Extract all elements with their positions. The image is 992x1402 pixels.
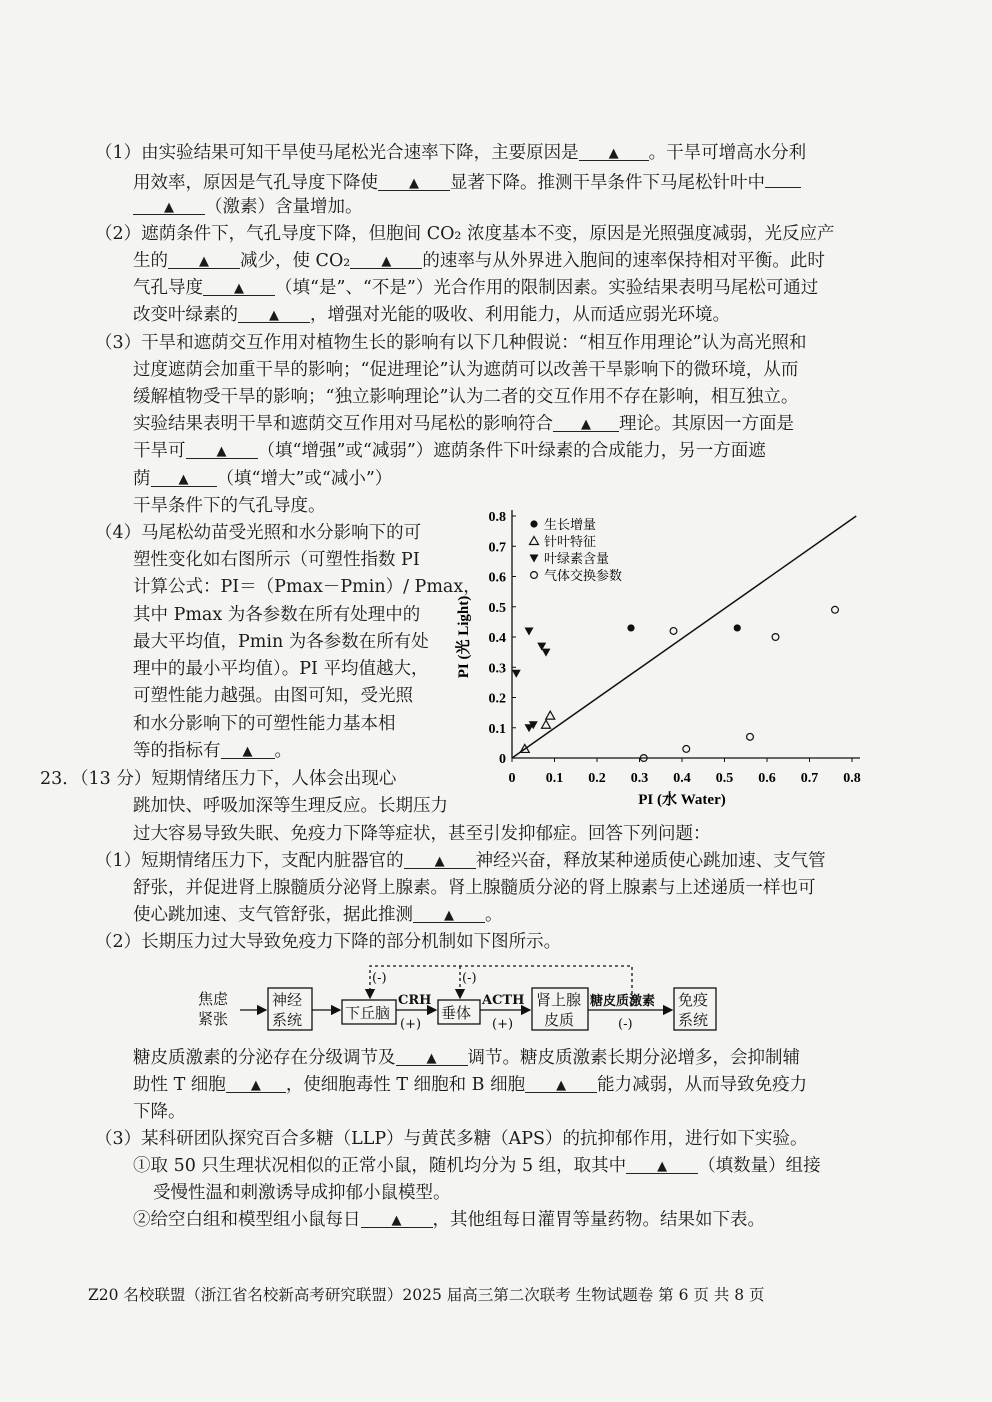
- q4-line8: 和水分影响下的可塑性能力基本相: [133, 714, 396, 734]
- q4-line9: [133, 738, 292, 764]
- feedback-minus-1: (-): [372, 971, 387, 986]
- text: 。干旱可增高水分利: [648, 143, 807, 163]
- q4-line3: 计算公式：PI＝（Pmax－Pmin）/ Pmax，: [133, 577, 481, 597]
- nerve-box-line2: 系统: [272, 1011, 303, 1029]
- text: 减少，使 CO₂: [240, 251, 351, 271]
- q23-p3-line3: 受慢性温和刺激诱导成抑郁小鼠模型。: [153, 1183, 451, 1203]
- q3-line7: 干旱条件下的气孔导度。: [133, 496, 326, 516]
- stress-immunity-diagram: [196, 958, 736, 1038]
- legend-marker: [530, 520, 537, 527]
- text: 。: [274, 741, 292, 761]
- q23-line1: 23．（13 分）短期情绪压力下，人体会出现心: [40, 769, 397, 789]
- answer-blank[interactable]: ▲: [350, 248, 422, 269]
- data-point: [542, 649, 551, 657]
- stimulus-line1: 焦虑: [198, 990, 229, 1008]
- y-tick-label: 0: [499, 752, 506, 767]
- q23-p2-line3: [133, 1072, 807, 1098]
- x-tick-label: 0.5: [715, 771, 734, 786]
- answer-blank[interactable]: ▲: [626, 1153, 698, 1174]
- x-tick-label: 0.7: [800, 771, 819, 786]
- text: 助性 T 细胞: [133, 1075, 226, 1095]
- y-axis-label: PI (光 Light): [456, 595, 472, 679]
- y-tick-label: 0.3: [488, 661, 506, 677]
- text: （1）短期情绪压力下，支配内脏器官的: [95, 851, 404, 871]
- text: 用效率，原因是气孔导度下降使: [133, 173, 378, 193]
- q4-line4: 其中 Pmax 为各参数在所有处理中的: [133, 605, 421, 625]
- data-point: [734, 624, 741, 631]
- q1-line1: [95, 140, 806, 166]
- text: ，使细胞毒性 T 细胞和 B 细胞: [285, 1075, 526, 1095]
- text: 干旱可: [133, 441, 186, 461]
- answer-blank[interactable]: ▲: [404, 848, 476, 869]
- text: ，其他组每日灌胃等量药物。结果如下表。: [432, 1210, 765, 1230]
- q3-line2: 过度遮荫会加重干旱的影响；“促进理论”认为遮荫可以改善干旱影响下的微环境，从而: [133, 360, 799, 380]
- q4-line1: （4）马尾松幼苗受光照和水分影响下的可: [95, 523, 422, 543]
- text: （填“是”、“不是”）光合作用的限制因素。实验结果表明马尾松可通过: [275, 278, 819, 298]
- answer-blank[interactable]: ▲: [396, 1045, 468, 1066]
- crh-label: CRH: [398, 993, 432, 1008]
- x-tick-label: 0.2: [588, 771, 606, 786]
- stimulus-line2: 紧张: [198, 1010, 229, 1028]
- q23-p1-line2: 舒张，并促进肾上腺髓质分泌肾上腺素。肾上腺髓质分泌的肾上腺素与上述递质一样也可: [133, 878, 816, 898]
- legend-marker: [531, 572, 538, 579]
- x-axis-label: PI (水 Water): [638, 792, 726, 808]
- q23-p1-line3: [133, 902, 503, 928]
- data-point: [512, 670, 521, 678]
- q3-line6: [133, 466, 392, 492]
- q23-p1-line1: [95, 848, 826, 874]
- answer-blank[interactable]: ▲: [525, 1072, 597, 1093]
- q1-line3: [133, 194, 363, 220]
- page-footer: Z20 名校联盟（浙江省名校新高考研究联盟）2025 届高三第二次联考 生物试题卷 第 6 页 共 8 页: [88, 1286, 765, 1304]
- gc-label: 糖皮质激素: [590, 994, 656, 1009]
- immune-box-line2: 系统: [678, 1011, 709, 1029]
- data-point: [525, 627, 534, 635]
- answer-blank[interactable]: ▲: [133, 194, 205, 215]
- x-tick-label: 0.8: [843, 771, 861, 786]
- answer-blank[interactable]: ▲: [413, 902, 485, 923]
- q2-line1: （2）遮荫条件下，气孔导度下降，但胞间 CO₂ 浓度基本不变，原因是光照强度减弱，光反应产: [95, 224, 835, 244]
- answer-blank[interactable]: ▲: [151, 466, 217, 487]
- text: 实验结果表明干旱和遮荫交互作用对马尾松的影响符合: [133, 414, 553, 434]
- q2-line3: [133, 275, 818, 301]
- x-tick-label: 0.1: [545, 771, 564, 786]
- legend-label: 生长增量: [544, 517, 597, 532]
- text: （填“增大”或“减小”）: [216, 469, 393, 489]
- y-tick-label: 0.1: [488, 721, 506, 737]
- q3-line3: 缓解植物受干旱的影响；“独立影响理论”认为二者的交互作用不存在影响，相互独立。: [133, 387, 799, 407]
- y-tick-label: 0.5: [488, 600, 506, 616]
- answer-blank[interactable]: ▲: [361, 1207, 433, 1228]
- data-point: [832, 606, 839, 613]
- text: 等的指标有: [133, 741, 221, 761]
- y-tick-label: 0.4: [488, 631, 506, 646]
- gc-minus: (-): [618, 1017, 633, 1032]
- text: ②给空白组和模型组小鼠每日: [133, 1210, 361, 1230]
- text: 理论。其原因一方面是: [619, 414, 794, 434]
- legend-label: 叶绿素含量: [544, 551, 610, 566]
- text: 的速率与从外界进入胞间的速率保持相对平衡。此时: [422, 251, 825, 271]
- q3-line5: [133, 438, 766, 464]
- text: 使心跳加速、支气管舒张，据此推测: [133, 905, 413, 925]
- answer-blank[interactable]: ▲: [221, 738, 275, 759]
- q23-p3-line4: [133, 1207, 765, 1233]
- x-tick-label: 0.4: [673, 771, 691, 786]
- text: 荫: [133, 469, 151, 489]
- data-point: [627, 624, 634, 631]
- q1-line2: [133, 167, 801, 196]
- answer-blank[interactable]: ▲: [579, 140, 649, 161]
- text: （1）由实验结果可知干旱使马尾松光合速率下降，主要原因是: [95, 143, 579, 163]
- pituitary-box: 垂体: [441, 1004, 472, 1022]
- text: 调节。糖皮质激素长期分泌增多，会抑制辅: [467, 1048, 800, 1068]
- immune-box-line1: 免疫: [678, 991, 709, 1009]
- q23-p3-line1: （3）某科研团队探究百合多糖（LLP）与黄芪多糖（APS）的抗抑郁作用，进行如下实验。: [95, 1129, 808, 1149]
- q23-p3-line2: [133, 1153, 821, 1179]
- data-point: [683, 746, 690, 753]
- q23-p2-line4: 下降。: [133, 1102, 186, 1122]
- q4-line5: 最大平均值，Pmin 为各参数在所有处: [133, 632, 429, 652]
- acth-plus: (+): [492, 1017, 514, 1032]
- crh-plus: (+): [400, 1017, 422, 1032]
- answer-blank[interactable]: ▲: [186, 438, 258, 459]
- data-point: [772, 634, 779, 641]
- text: 气孔导度: [133, 278, 203, 298]
- text: 显著下降。推测干旱条件下马尾松针叶中: [450, 173, 765, 193]
- text: （激素）含量增加。: [205, 197, 363, 217]
- text: （填数量）组接: [698, 1156, 821, 1176]
- q2-line4: [133, 302, 730, 328]
- legend-marker: [530, 537, 539, 545]
- legend-marker: [530, 555, 539, 563]
- answer-blank[interactable]: ▲: [226, 1072, 286, 1093]
- answer-blank[interactable]: [765, 167, 801, 188]
- scatter-chart: [452, 498, 882, 823]
- adrenal-box-line1: 肾上腺: [536, 991, 582, 1009]
- x-tick-label: 0: [508, 771, 516, 786]
- answer-blank[interactable]: ▲: [553, 411, 619, 432]
- y-tick-label: 0.7: [488, 540, 506, 556]
- y-tick-label: 0.2: [488, 691, 506, 707]
- legend-label: 针叶特征: [544, 534, 597, 549]
- q23-line3: 过大容易导致失眠、免疫力下降等症状，甚至引发抑郁症。回答下列问题：: [133, 824, 711, 844]
- text: 神经兴奋，释放某种递质使心跳加速、支气管: [475, 851, 826, 871]
- data-point: [670, 628, 677, 635]
- answer-blank[interactable]: ▲: [168, 248, 240, 269]
- q2-line2: [133, 248, 825, 274]
- text: ，增强对光能的吸收、利用能力，从而适应弱光环境。: [310, 305, 730, 325]
- data-point: [546, 711, 555, 719]
- nerve-box-line1: 神经: [272, 991, 303, 1009]
- q3-line4: [133, 411, 794, 437]
- answer-blank[interactable]: ▲: [203, 275, 275, 296]
- q4-line7: 可塑性能力越强。由图可知，受光照: [133, 686, 413, 706]
- adrenal-box-line2: 皮质: [544, 1011, 575, 1029]
- answer-blank[interactable]: ▲: [238, 302, 310, 323]
- q3-line1: （3）干旱和遮荫交互作用对植物生长的影响有以下几种假说：“相互作用理论”认为高光照和: [95, 333, 807, 353]
- feedback-minus-2: (-): [462, 971, 477, 986]
- text: 糖皮质激素的分泌存在分级调节及: [133, 1048, 396, 1068]
- q4-line6: 理中的最小平均值）。PI 平均值越大，: [133, 659, 429, 679]
- y-tick-label: 0.8: [488, 510, 506, 525]
- text: ①取 50 只生理状况相似的正常小鼠，随机均分为 5 组，取其中: [133, 1156, 627, 1176]
- hypothalamus-box: 下丘脑: [345, 1004, 391, 1022]
- text: （填“增强”或“减弱”）遮荫条件下叶绿素的合成能力，另一方面遮: [257, 441, 766, 461]
- y-tick-label: 0.6: [488, 570, 506, 586]
- q23-line2: 跳加快、呼吸加深等生理反应。长期压力: [133, 796, 448, 816]
- x-tick-label: 0.6: [758, 771, 776, 786]
- q23-p2-line1: （2）长期压力过大导致免疫力下降的部分机制如下图所示。: [95, 932, 562, 952]
- legend-label: 气体交换参数: [544, 568, 623, 583]
- text: 改变叶绿素的: [133, 305, 238, 325]
- text: 能力减弱，从而导致免疫力: [597, 1075, 808, 1095]
- q23-p2-line2: [133, 1045, 800, 1071]
- acth-label: ACTH: [482, 993, 525, 1008]
- x-tick-label: 0.3: [630, 771, 649, 786]
- data-point: [542, 720, 551, 728]
- text: 。: [485, 905, 503, 925]
- q4-line2: 塑性变化如右图所示（可塑性指数 PI: [133, 550, 420, 570]
- answer-blank[interactable]: ▲: [378, 170, 450, 191]
- data-point: [747, 733, 754, 740]
- text: 生的: [133, 251, 168, 271]
